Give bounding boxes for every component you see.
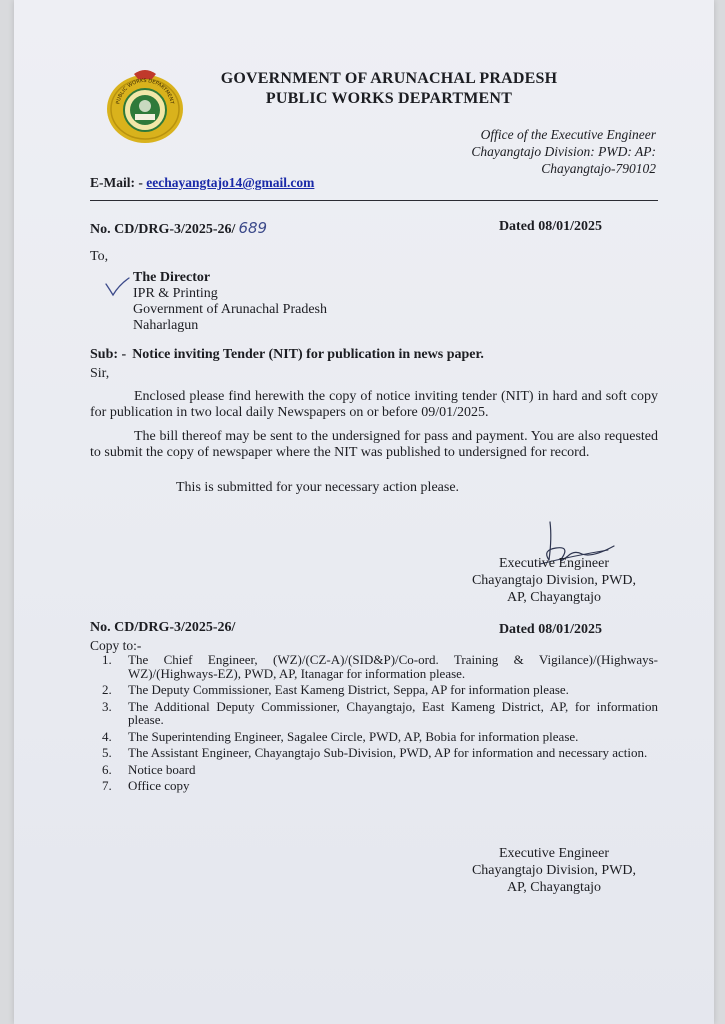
body-paragraph-1: Enclosed please find herewith the copy of notice inviting tender (NIT) in hard and soft copy for publication in two local daily Newspapers on or before 09/01/2025.	[90, 389, 658, 420]
addressee-line-2: IPR & Printing	[133, 286, 218, 301]
addressee-block	[133, 270, 327, 334]
addressee-name: The Director	[133, 270, 211, 285]
copy-to-label: Copy to:-	[90, 638, 142, 653]
list-item: 3. The Additional Deputy Commissioner, Chayangtajo, East Kameng District, AP, for information please.	[102, 698, 658, 727]
office-line-2: Chayangtajo Division: PWD: AP:	[471, 144, 656, 159]
copy-date: Dated 08/01/2025	[498, 622, 602, 637]
copy-reference: No. CD/DRG-3/2025-26/	[90, 620, 236, 635]
to-label: To,	[90, 249, 109, 264]
handwritten-ref: 689	[238, 219, 268, 237]
copy-to-list	[102, 653, 658, 796]
salutation: Sir,	[90, 366, 110, 381]
signatory-place: AP, Chayangtajo	[506, 880, 602, 895]
signatory-block-2	[454, 845, 654, 896]
office-address	[471, 126, 656, 177]
list-item: 7. Office copy	[102, 778, 190, 793]
letter-page	[14, 0, 714, 1024]
list-item: 2. The Deputy Commissioner, East Kameng District, Seppa, AP for information please.	[102, 682, 569, 697]
body-paragraph-3: This is submitted for your necessary action please.	[176, 480, 460, 495]
signatory-place: AP, Chayangtajo	[506, 590, 602, 605]
list-item: 6. Notice board	[102, 761, 196, 777]
letterhead-title	[199, 69, 579, 109]
office-line-1: Office of the Executive Engineer	[480, 127, 656, 142]
signatory-division: Chayangtajo Division, PWD,	[471, 863, 637, 878]
signatory-title: Executive Engineer	[498, 846, 609, 861]
list-item: 1. The Chief Engineer, (WZ)/(CZ-A)/(SID&P)/Co-ord. Training & Vigilance)/(Highways-WZ)/(Highways-EZ), PWD, AP, Itanagar for information please.	[102, 652, 658, 681]
letterhead-government: GOVERNMENT OF ARUNACHAL PRADESH	[220, 70, 558, 87]
subject-text: Notice inviting Tender (NIT) for publication in news paper.	[132, 347, 484, 362]
subject-line	[90, 347, 484, 363]
list-item: 5. The Assistant Engineer, Chayangtajo Sub-Division, PWD, AP for information and necessary action.	[102, 745, 648, 760]
addressee-line-4: Naharlagun	[133, 318, 199, 333]
header-divider	[90, 200, 658, 201]
email-link[interactable]: eechayangtajo14@gmail.com	[146, 175, 315, 190]
pwd-emblem-logo	[104, 68, 186, 146]
subject-label: Sub: -	[90, 347, 127, 362]
logo-arc-text: PUBLIC WORKS DEPARTMENT	[115, 77, 175, 105]
pen-tick-mark	[104, 276, 130, 298]
letter-reference	[90, 219, 267, 238]
letter-ref-number: No. CD/DRG-3/2025-26/	[90, 222, 236, 237]
letter-date: Dated 08/01/2025	[498, 219, 602, 234]
email-label: E-Mail: -	[90, 175, 147, 190]
body-paragraph-2: The bill thereof may be sent to the undersigned for pass and payment. You are also requested to submit the copy of newspaper where the NIT was published to undersigned for record.	[90, 429, 658, 460]
letterhead-department: PUBLIC WORKS DEPARTMENT	[265, 90, 513, 107]
signatory-block-1	[454, 555, 654, 606]
office-line-3: Chayangtajo-790102	[541, 161, 656, 176]
addressee-line-3: Government of Arunachal Pradesh	[133, 302, 327, 317]
email-row	[90, 175, 314, 191]
signatory-title: Executive Engineer	[498, 556, 609, 571]
list-item: 4. The Superintending Engineer, Sagalee Circle, PWD, AP, Bobia for information please.	[102, 728, 579, 744]
signatory-division: Chayangtajo Division, PWD,	[471, 573, 637, 588]
